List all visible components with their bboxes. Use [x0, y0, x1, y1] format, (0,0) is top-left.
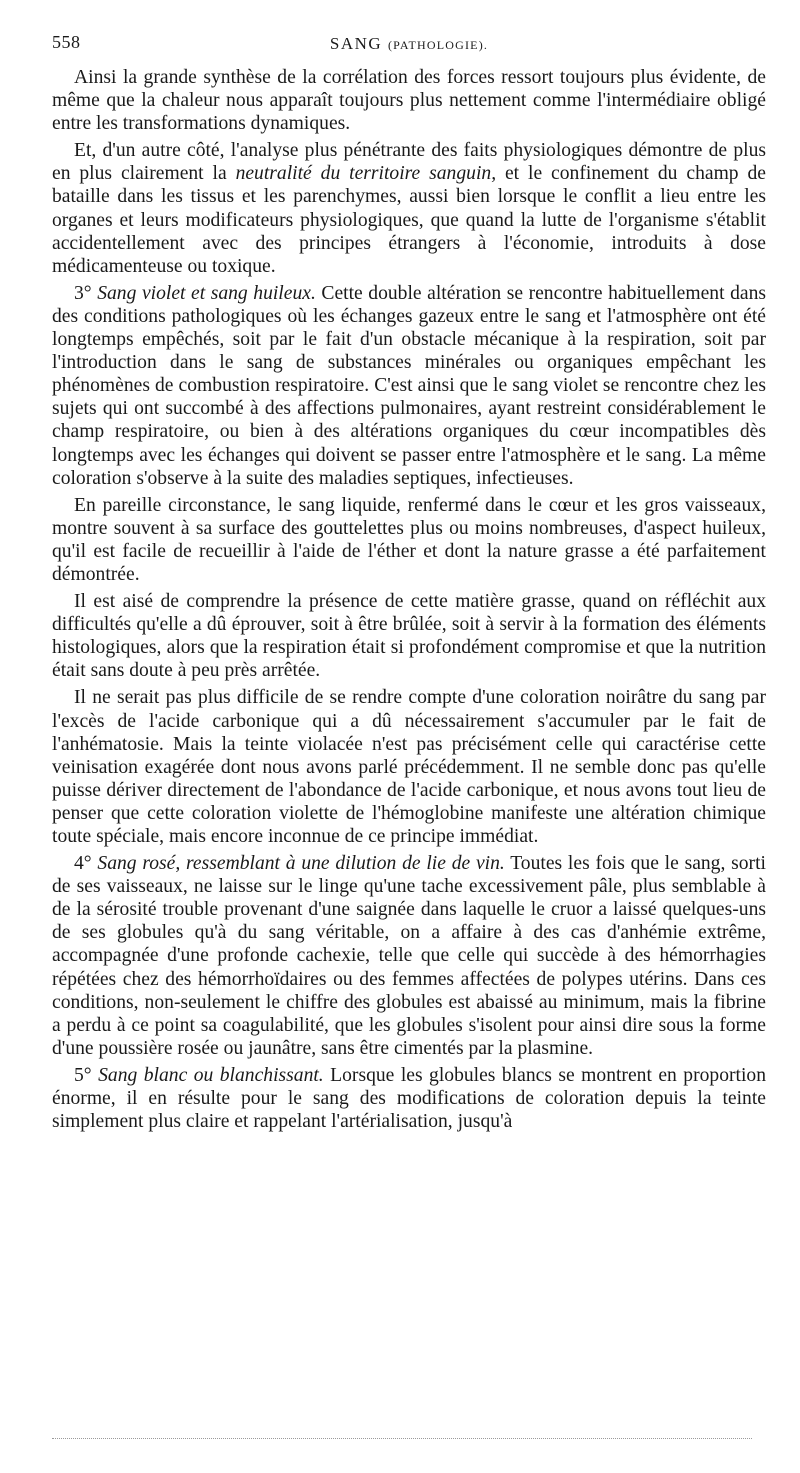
- body-text: [52, 66, 766, 1133]
- running-head-title: SANG: [329, 34, 383, 53]
- paragraph-2-text-a: Et, d'un autre côté, l'analyse plus pénétrante des faits physiologiques démontre de plus en plus clairement la: [52, 140, 766, 185]
- section-4-number: 4°: [74, 853, 92, 875]
- paragraph-2-emphasis: neutralité du territoire sanguin,: [235, 163, 497, 185]
- paragraph-6: Il ne serait pas plus difficile de se rendre compte d'une coloration noirâtre du sang par l'excès de l'acide carbonique qui a dû nécessairement s'accumuler par le fait de l'anhématosie. Mais la teinte violacée n'est pas précisément celle qui caractérise cette veinisation exagérée dont nous avons parlé précédemment. Il ne semble donc pas qu'elle puisse dériver directement de l'abondance de l'acide carbonique, et nous avons tout lieu de penser que cette coloration violette de l'hémoglobine manifeste une altération chimique toute spéciale, mais encore inconnue de ce principe immédiat.: [52, 687, 766, 847]
- section-5-number: 5°: [74, 1064, 92, 1086]
- paragraph-2-text-b: et le confinement du champ de bataille dans les tissus et les parenchymes, aussi bien lorsque le conflit a lieu entre les organes et leurs modificateurs physiologiques, que quand la lutte de l'organisme s'établit accidentellement avec des principes étrangers à l'économie, introduits à dose médicamenteuse ou toxique.: [52, 163, 766, 277]
- section-4-sang-rose: [52, 852, 766, 1060]
- page-number: 558: [52, 32, 81, 52]
- page-header: [52, 30, 766, 66]
- section-3-heading: Sang violet et sang huileux.: [97, 282, 316, 304]
- book-page: [52, 30, 766, 1133]
- section-5-sang-blanc: [52, 1064, 766, 1133]
- paragraph-4: En pareille circonstance, le sang liquide, renfermé dans le cœur et les gros vaisseaux, montre souvent à sa surface des gouttelettes plus ou moins nombreuses, d'aspect huileux, qu'il est facile de recueillir à l'aide de l'éther et dont la nature grasse a été parfaitement démontrée.: [52, 494, 766, 585]
- paragraph-2: [52, 139, 766, 278]
- section-4-text: Toutes les fois que le sang, sorti de ses vaisseaux, ne laisse sur le linge qu'une tache excessivement pâle, plus semblable à de la sérosité trouble provenant d'une saignée dans laquelle le cruor a laissé quelques-uns de ses globules qu'à du sang véritable, on a affaire à des cas d'anhémie extrême, accompagnée d'une profonde cachexie, telle que celle qui succède à des hémorrhagies répétées chez des hémorrhoïdaires ou des femmes affectées de polypes utérins. Dans ces conditions, non-seulement le chiffre des globules est abaissé au minimum, mais la fibrine a perdu à ce point sa coagulabilité, que les globules s'isolent pour ainsi dire sous la forme d'une poussière rosée ou jaunâtre, sans être cimentés par la plasmine.: [52, 853, 766, 1059]
- section-3-sang-violet: [52, 282, 766, 490]
- running-head-subtitle: (PATHOLOGIE).: [387, 38, 489, 52]
- section-5-heading: Sang blanc ou blanchissant.: [98, 1064, 324, 1086]
- section-4-heading: Sang rosé, ressemblant à une dilution de lie de vin.: [97, 853, 505, 875]
- section-3-number: 3°: [74, 282, 92, 304]
- footer-dotted-rule: [52, 1438, 752, 1439]
- section-3-text: Cette double altération se rencontre habituellement dans des conditions pathologiques où les échanges gazeux entre le sang et l'atmosphère ont été longtemps empêchés, soit par le fait d'un obstacle mécanique à la respiration, soit par l'introduction dans le sang de substances minérales ou organiques empêchant les phénomènes de combustion respiratoire. C'est ainsi que le sang violet se rencontre chez les sujets qui ont succombé à des affections pulmonaires, ayant restreint considérablement le champ respiratoire, ou bien à des altérations organiques du cœur incompatibles dès longtemps avec les échanges qui doivent se passer entre l'atmosphère et le sang. La même coloration s'observe à la suite des maladies septiques, infectieuses.: [52, 282, 766, 489]
- paragraph-5: Il est aisé de comprendre la présence de cette matière grasse, quand on réfléchit aux difficultés qu'elle a dû éprouver, soit à être brûlée, soit à servir à la formation des éléments histologiques, alors que la respiration était si profondément compromise et que la nutrition était sans doute à peu près arrêtée.: [52, 591, 766, 682]
- paragraph-1: Ainsi la grande synthèse de la corrélation des forces ressort toujours plus évidente, de même que la chaleur nous apparaît toujours plus nettement comme l'intermédiaire obligé entre les transformations dynamiques.: [52, 67, 766, 135]
- running-head: [52, 34, 766, 54]
- section-5-text: Lorsque les globules blancs se montrent en proportion énorme, il en résulte pour le sang des modifications de coloration depuis la teinte simplement plus claire et rappelant l'artérialisation, jusqu'à: [52, 1064, 767, 1133]
